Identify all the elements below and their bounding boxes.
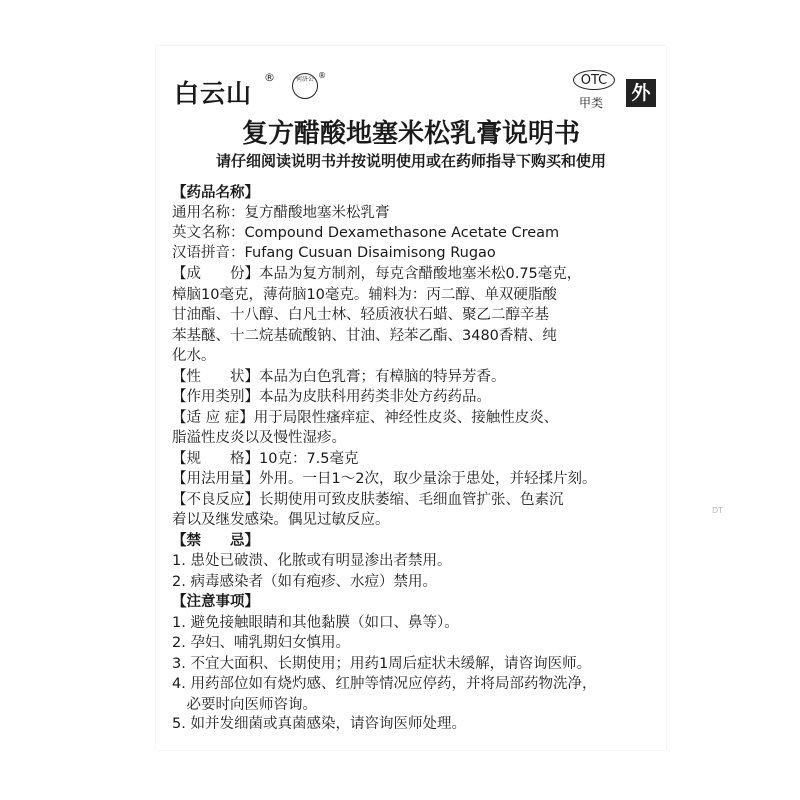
leaflet-line: 3. 不宜大面积、长期使用；用药1周后症状未缓解，请咨询医师。 <box>172 656 592 672</box>
leaflet-line: 【药品名称】 <box>172 185 259 201</box>
leaflet-line: 4. 用药部位如有烧灼感、红肿等情况应停药，并将局部药物洗净， <box>172 676 597 692</box>
leaflet-line: 必要时向医师咨询。 <box>172 697 317 713</box>
leaflet-line: 脂溢性皮炎以及慢性湿疹。 <box>172 430 346 446</box>
leaflet-line: 【适 应 症】用于局限性瘙痒症、神经性皮炎、接触性皮炎、 <box>172 410 559 426</box>
external-use-badge: 外 <box>626 79 656 107</box>
reading-notice: 请仔细阅读说明书并按说明使用或在药师指导下购买和使用 <box>215 152 606 170</box>
leaflet-line: 【成 份】本品为复方制剂，每克含醋酸地塞米松0.75毫克， <box>172 266 582 282</box>
leaflet-line: 着以及继发感染。偶见过敏反应。 <box>172 512 390 528</box>
leaflet-line: 【规 格】10克：7.5毫克 <box>172 451 359 467</box>
leaflet-line: 2. 病毒感染者（如有疱疹、水痘）禁用。 <box>172 574 437 590</box>
leaflet-line: 化水。 <box>172 348 216 364</box>
leaflet-line: 【不良反应】长期使用可致皮肤萎缩、毛细血管扩张、色素沉 <box>172 492 564 508</box>
leaflet-line: 苯基醚、十二烷基硫酸钠、甘油、羟苯乙酯、3480香精、纯 <box>172 328 557 344</box>
leaflet-line: 英文名称：Compound Dexamethasone Acetate Cream <box>172 225 560 241</box>
leaflet-line: 甘油酯、十八醇、白凡士林、轻质液状石蜡、聚乙二醇辛基 <box>172 307 549 323</box>
brand-logo: 白云山 <box>174 79 253 108</box>
leaflet-line: 汉语拼音：Fufang Cusuan Disaimisong Rugao <box>172 245 496 261</box>
leaflet-line: 5. 如并发细菌或真菌感染，请咨询医师处理。 <box>172 716 466 732</box>
leaflet-line: 【注意事项】 <box>172 594 259 610</box>
leaflet-line: 通用名称：复方醋酸地塞米松乳膏 <box>172 205 390 221</box>
leaflet-line: 【用法用量】外用。一日1～2次，取少量涂于患处，并轻揉片刻。 <box>172 471 597 487</box>
leaflet-line: 樟脑10毫克，薄荷脑10毫克。辅料为：丙二醇、单双硬脂酸 <box>172 287 557 303</box>
document-title: 复方醋酸地塞米松乳膏说明书 <box>241 119 580 149</box>
leaflet-line: 1. 患处已破溃、化脓或有明显渗出者禁用。 <box>172 553 452 569</box>
leaflet-line: 2. 孕妇、哺乳期妇女慎用。 <box>172 635 350 651</box>
registered-mark: ® <box>264 71 275 84</box>
otc-class-label: 甲类 <box>579 96 604 110</box>
leaflet-line: 【作用类别】本品为皮肤科用药类非处方药药品。 <box>172 389 491 405</box>
seal-registered-mark: ® <box>318 71 326 80</box>
leaflet-line: 【禁 忌】 <box>172 533 259 549</box>
seal-logo-icon: 何济公 <box>292 73 318 99</box>
watermark: DT <box>712 506 724 515</box>
leaflet-line: 【性 状】本品为白色乳膏；有樟脑的特异芳香。 <box>172 369 506 385</box>
leaflet-line: 1. 避免接触眼睛和其他黏膜（如口、鼻等）。 <box>172 615 459 631</box>
otc-badge: OTC <box>573 70 615 90</box>
